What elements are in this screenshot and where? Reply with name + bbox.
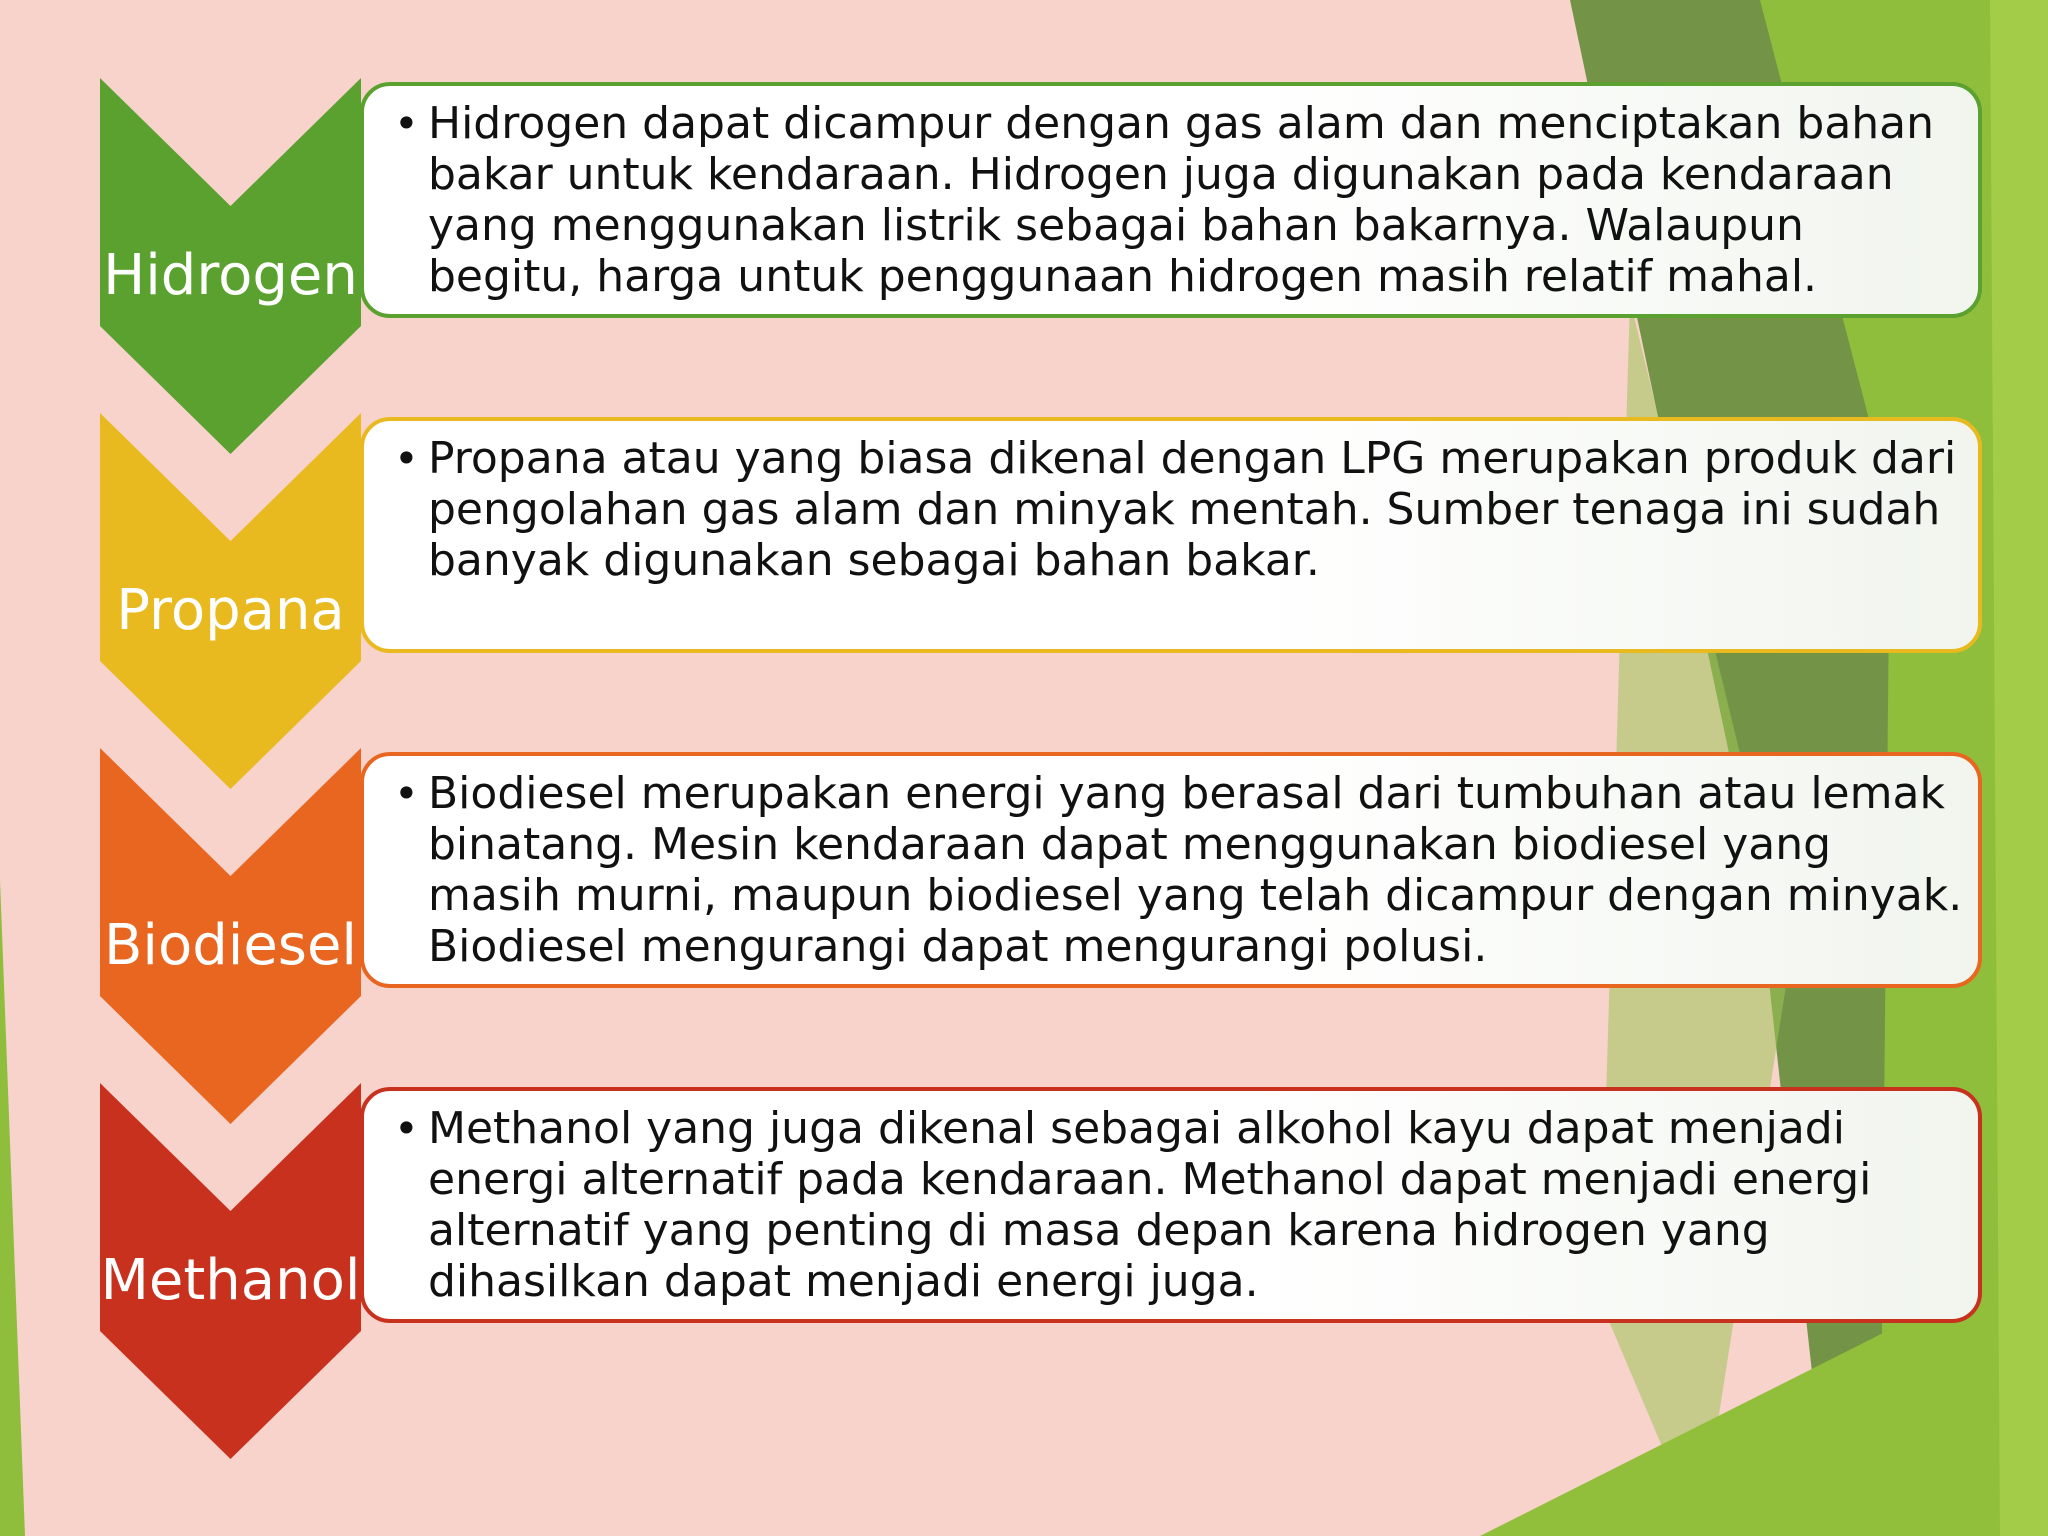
row-biodiesel xyxy=(0,748,2048,1128)
bullet-icon: • xyxy=(394,434,419,483)
row-propana xyxy=(0,413,2048,793)
row-methanol xyxy=(0,1083,2048,1463)
chevron-label-hidrogen: Hidrogen xyxy=(103,243,358,308)
description-text-methanol: Methanol yang juga dikenal sebagai alkohol kayu dapat menjadi energi alternatif pada kendaraan. Methanol dapat menjadi energi alternatif yang penting di masa depan karena hidrogen yang dihasilkan dapat menjadi energi juga. xyxy=(428,1103,1872,1307)
description-box-biodiesel xyxy=(360,752,1982,988)
chevron-label-propana: Propana xyxy=(116,578,345,643)
bullet-icon: • xyxy=(394,769,419,818)
description-text-biodiesel: Biodiesel merupakan energi yang berasal dari tumbuhan atau lemak binatang. Mesin kendaraan dapat menggunakan biodiesel yang masih murni, maupun biodiesel yang telah dicampur dengan minyak. Biodiesel mengurangi dapat mengurangi polusi. xyxy=(428,768,1963,972)
chevron-label-biodiesel: Biodiesel xyxy=(104,913,357,978)
row-hidrogen xyxy=(0,78,2048,458)
description-box-methanol xyxy=(360,1087,1982,1323)
bullet-icon: • xyxy=(394,1104,419,1153)
description-box-hidrogen xyxy=(360,82,1982,318)
description-box-propana xyxy=(360,417,1982,653)
description-text-propana: Propana atau yang biasa dikenal dengan LPG merupakan produk dari pengolahan gas alam dan minyak mentah. Sumber tenaga ini sudah banyak digunakan sebagai bahan bakar. xyxy=(428,433,1957,586)
chevron-label-methanol: Methanol xyxy=(100,1248,361,1313)
bullet-icon: • xyxy=(394,99,419,148)
description-text-hidrogen: Hidrogen dapat dicampur dengan gas alam dan menciptakan bahan bakar untuk kendaraan. Hidrogen juga digunakan pada kendaraan yang menggunakan listrik sebagai bahan bakarnya. Walaupun begitu, harga untuk penggunaan hidrogen masih relatif mahal. xyxy=(428,98,1935,302)
